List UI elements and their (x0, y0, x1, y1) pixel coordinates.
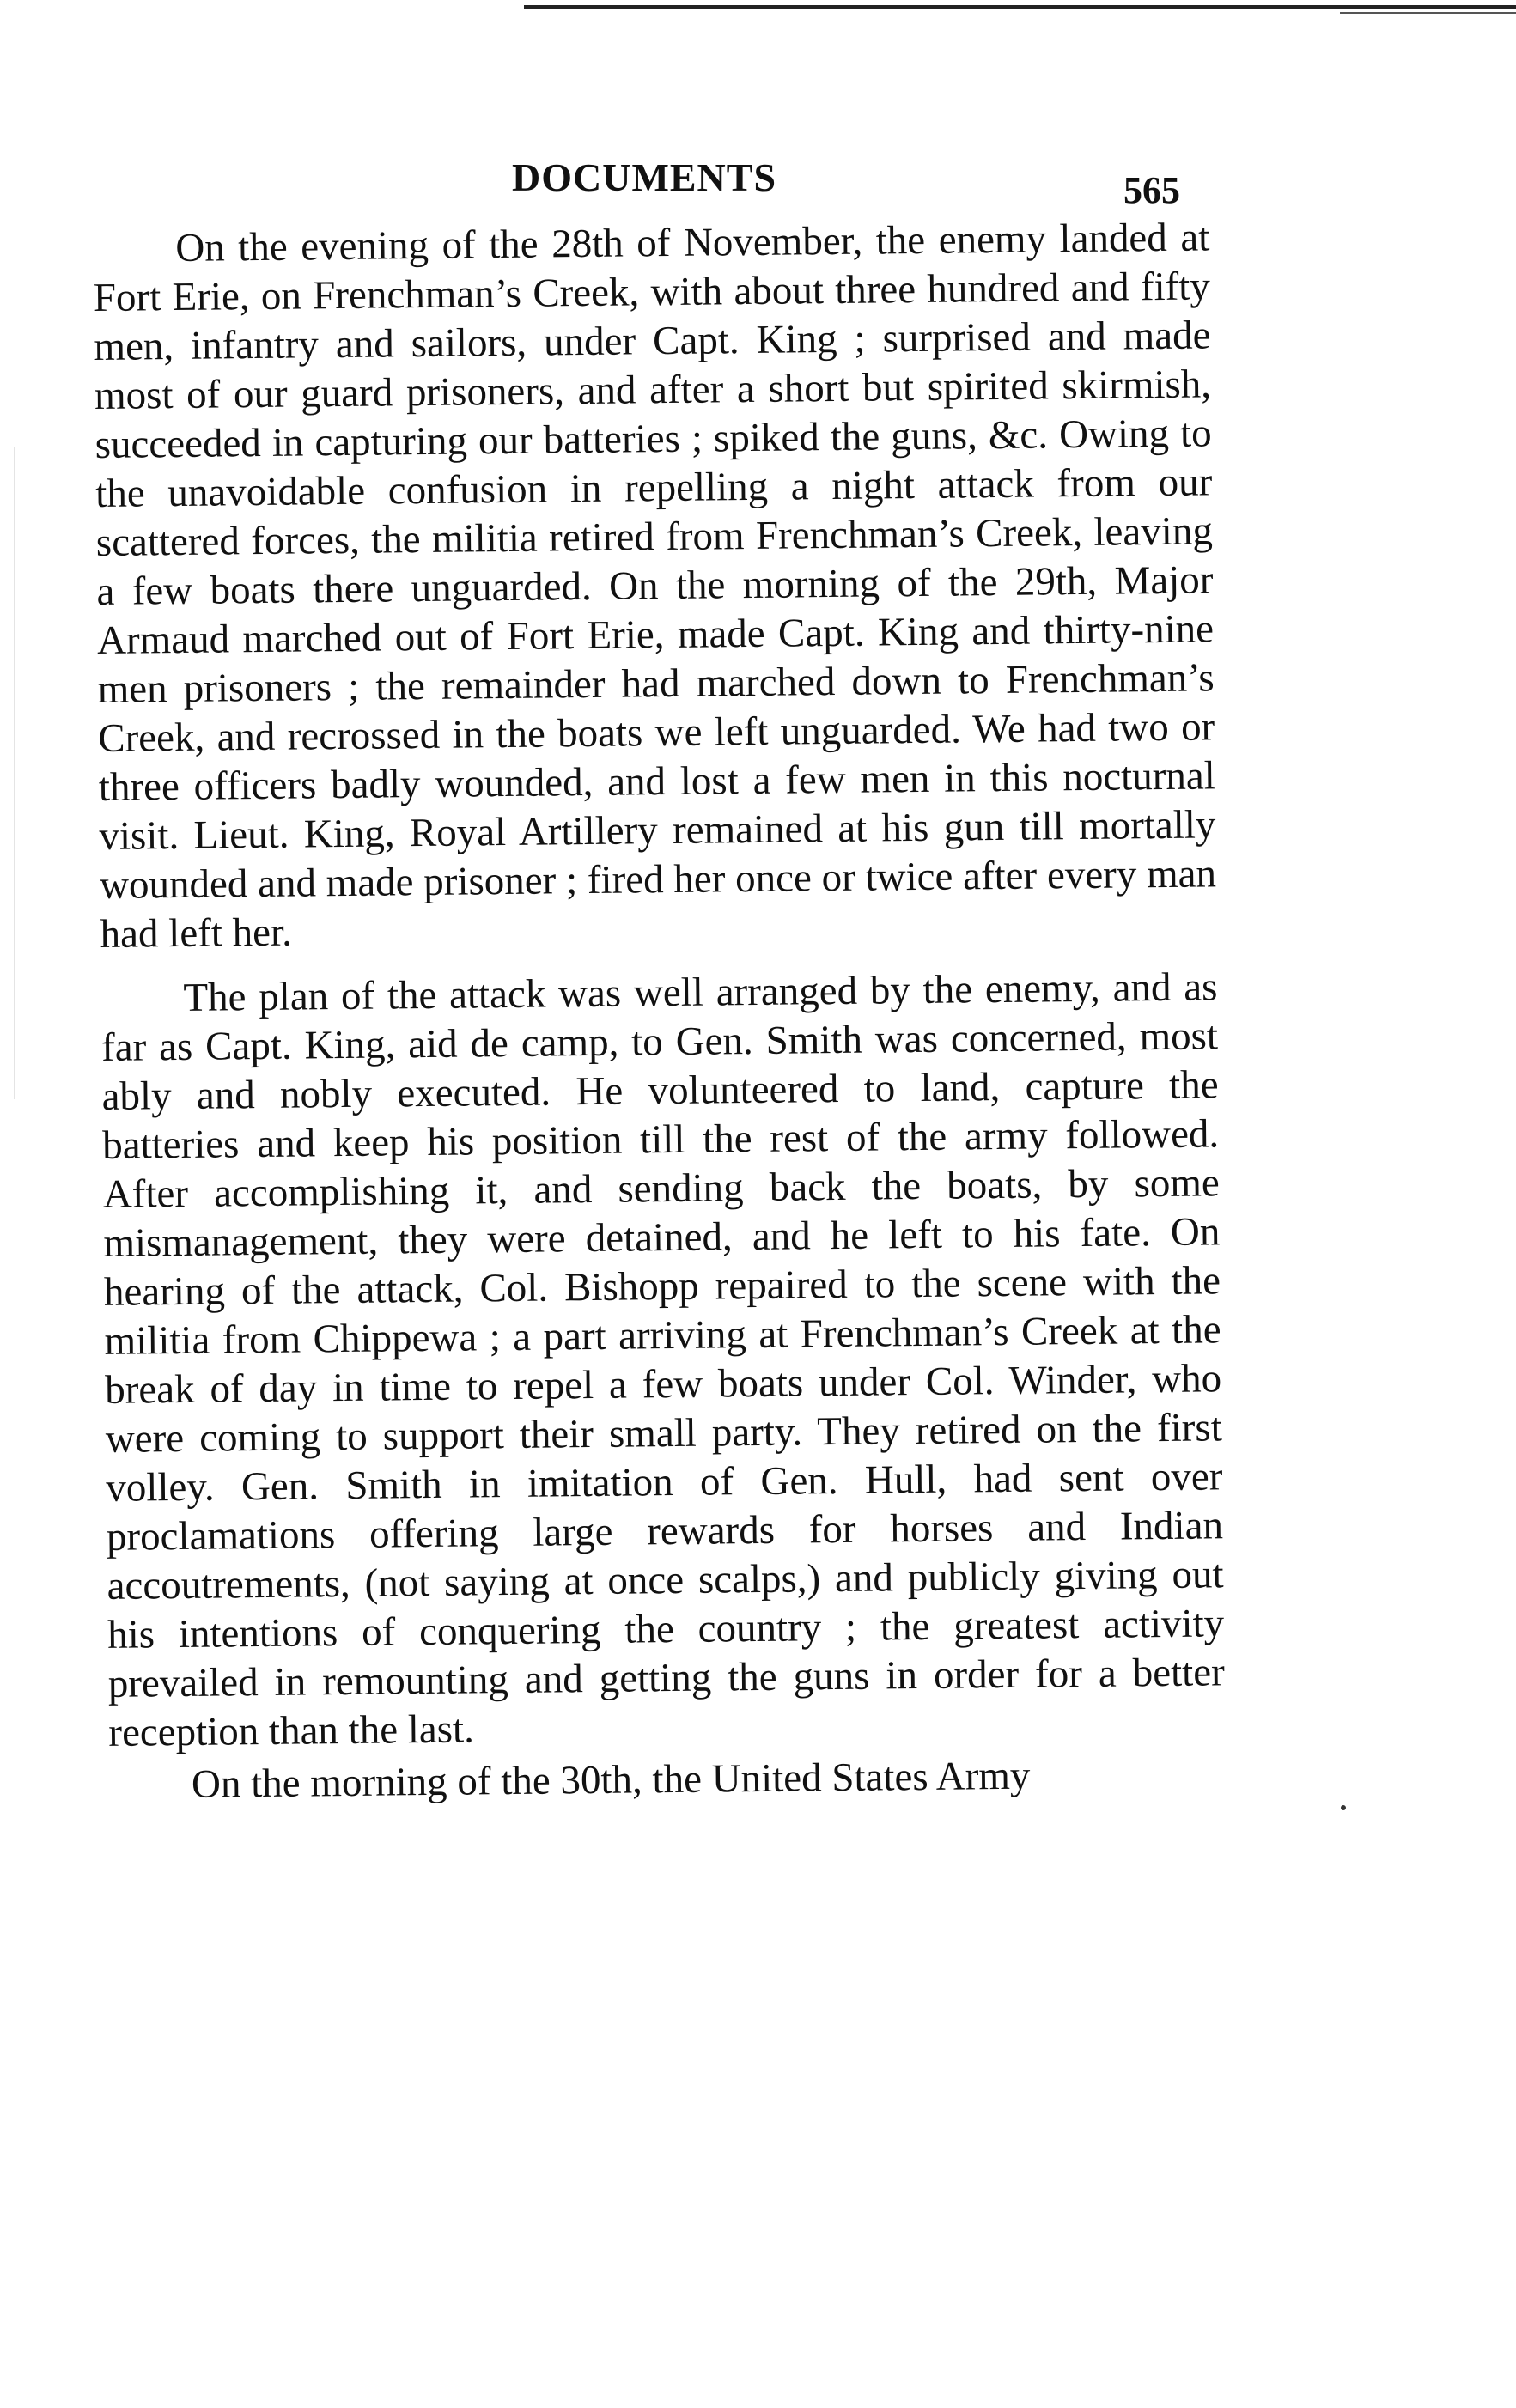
gutter-shadow (14, 447, 15, 1099)
page-number: 565 (1123, 169, 1180, 211)
print-speck (1341, 1805, 1346, 1810)
paragraph-1: On the evening of the 28th of November, the enemy landed at Fort Erie, on Frenchman’s Creek, with about three hundred and fifty men, infantry and sailors, under Capt. King ; surprised and made most of our guard prisoners, and after a short but spirited skirmish, succeeded in capturing our batteries ; spiked the guns, &c. Owing to the unavoidable confusion in repelling a night attack from our scattered forces, the militia retired from Frenchman’s Creek, leaving a few boats there unguarded. On the morning of the 29th, Major Armaud marched out of Fort Erie, made Capt. King and thirty-nine men prisoners ; the remainder had marched down to Frenchman’s Creek, and recrossed in the boats we left unguarded. We had two or three officers badly wounded, and lost a few men in this nocturnal visit. Lieut. King, Royal Artillery remained at his gun till mortally wounded and made prisoner ; fired her once or twice after every man had left her. (93, 215, 1217, 957)
top-edge-rule-thin (1340, 12, 1516, 14)
page-body (93, 213, 1226, 1810)
paragraph-3: On the morning of the 30th, the United States Army (191, 1753, 1031, 1807)
paragraph-2: The plan of the attack was well arranged by the enemy, and as far as Capt. King, aid de camp, to Gen. Smith was concerned, most ably and nobly executed. He volunteered to land, capture the batteries and keep his position till the rest of the army followed. After accomplishing it, and sending back the boats, by some mismanagement, they were detained, and he left to his fate. On hearing of the attack, Col. Bishopp repaired to the scene with the militia from Chippewa ; a part arriving at Frenchman’s Creek at the break of day in time to repel a few boats under Col. Winder, who were coming to support their small party. They retired on the first volley. Gen. Smith in imitation of Gen. Hull, had sent over proclamations offering large rewards for horses and Indian accoutrements, (not saying at once scalps,) and publicly giving out his intentions of conquering the country ; the greatest activity prevailed in remounting and getting the guns in order for a better reception than the last. (100, 964, 1225, 1755)
running-head: DOCUMENTS (512, 155, 777, 199)
top-edge-rule (524, 5, 1516, 9)
